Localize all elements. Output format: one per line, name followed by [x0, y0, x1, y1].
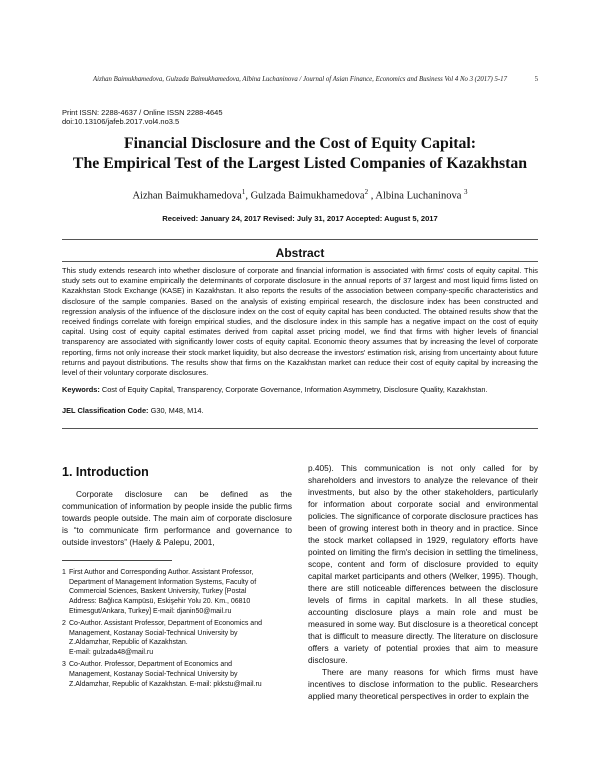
footnote-number: 1 — [62, 569, 66, 576]
issn-block — [62, 108, 223, 126]
paper-title — [0, 134, 600, 174]
footnote-number: 2 — [62, 620, 66, 628]
footnote — [62, 619, 294, 658]
issn-line: Print ISSN: 2288-4637 / Online ISSN 2288-4645 — [62, 108, 223, 117]
paragraph: Corporate disclosure can be defined as the communication of information by people inside the public firms towards people outside. The main aim of corporate disclosure is “to communicate firm performance and governance to outside investors” (Haely & Palepu, 2001, — [62, 489, 292, 547]
footnote-text: Co-Author. Assistant Professor, Department of Economics and Management, Kostanay Social-Technical University by Z.Aldamzhar, Republic of Kazakhstan. E-mail: gulzada48@mail.ru — [69, 620, 262, 657]
paragraph: There are many reasons for which firms must have incentives to disclose information to the public. Researchers applied many theoretical perspectives in order to explain the — [308, 667, 538, 701]
footnote — [62, 660, 294, 689]
author-name: Albina Luchaninova — [375, 190, 462, 202]
author-separator: , — [245, 190, 251, 202]
abstract-bottom-rule — [62, 428, 538, 429]
jel-codes — [62, 406, 538, 415]
author-name: Gulzada Baimukhamedova — [250, 190, 365, 202]
paper-title-line-2: The Empirical Test of the Largest Listed Companies of Kazakhstan — [72, 155, 528, 172]
right-column — [308, 462, 538, 702]
jel-text: G30, M48, M14. — [148, 406, 204, 415]
running-header — [0, 76, 600, 83]
keywords — [62, 385, 538, 394]
author-affiliation-mark: 3 — [464, 188, 468, 196]
keywords-text: Cost of Equity Capital, Transparency, Corporate Governance, Information Asymmetry, Disclosure Quality, Kazakhstan. — [99, 385, 488, 394]
author-separator: , — [368, 190, 376, 202]
footnote — [62, 568, 294, 617]
author-name: Aizhan Baimukhamedova — [132, 190, 242, 202]
left-column — [62, 488, 292, 548]
doi-line: doi:10.13106/jafeb.2017.vol4.no3.5 — [62, 117, 180, 126]
author-affiliation-mark: 2 — [364, 188, 369, 196]
abstract-heading: Abstract — [275, 246, 325, 260]
running-header-text: Aizhan Baimukhamedova, Gulzada Baimukhamedova, Albina Luchaninova / Journal of Asian Finance, Economics and Business Vol 4 No 3 (2017) 5-17 — [93, 76, 507, 83]
author-list — [0, 188, 600, 202]
footnotes — [62, 568, 294, 692]
author-affiliation-mark: 1 — [241, 188, 246, 196]
abstract-top-rule — [62, 239, 538, 240]
submission-dates: Received: January 24, 2017 Revised: July 31, 2017 Accepted: August 5, 2017 — [162, 214, 438, 223]
section-heading: 1. Introduction — [62, 465, 149, 479]
page-number: 5 — [534, 76, 538, 83]
jel-label: JEL Classification Code: — [62, 406, 149, 415]
abstract-text: This study extends research into whether disclosure of corporate and financial information is associated with firms' costs of equity capital. This study sets out to examine empirically the determinants of corporate disclosure in the annual reports of 37 largest and most liquid firms listed on Kazakhstan Stock Exchange (KASE) in Kazakhstan. It also reports the results of the association between company-specific characteristics and disclosure of the sample companies. Based on the analysis of existing empirical research, the disclosure index has been constructed and regression analysis of the influence of the disclosure index on the cost of equity capital has been conducted. The obtained results show that the received findings correlate with foreign empirical studies, and the disclosure index in this sample has a negative impact on the cost of equity capital. Using cost of equity capital estimates derived from capital asset pricing model, we find that firms with higher levels of financial transparency are associated with significantly lower costs of equity capital. Economic theory assumes that by increasing the level of corporate reporting, firms not only increase their stock market liquidity, but also decrease the investors' estimation risk, arising from uncertainty about future returns and payout distributions. The results show that firms on the Kazakhstan market can reduce their cost of equity capital by increasing the level of their voluntary corporate disclosures. — [62, 266, 538, 378]
footnote-rule — [62, 560, 172, 561]
footnote-number: 3 — [62, 661, 66, 669]
footnote-text: Co-Author. Professor, Department of Economics and Management, Kostanay Social-Technical University by Z.Aldamzhar, Republic of Kazakhstan. E-mail: pkkstu@mail.ru — [69, 661, 262, 688]
keywords-label: Keywords: — [62, 385, 100, 394]
abstract-heading-rule — [62, 261, 538, 262]
paper-title-line-1: Financial Disclosure and the Cost of Equity Capital: — [123, 135, 477, 152]
paragraph: p.405). This communication is not only called for by shareholders and investors to analyze the relevance of their investments, but also by the other stakeholders, particularly for information about corporate social and environmental policies. The significance of corporate disclosure practices has been of growing interest both in theory and in practice. Since the stock market collapsed in 1929, regulatory efforts have pointed on limiting the firm's decision in settling the timeliness, scope, content and form of disclosure provided to equity capital market participants and others (Welker, 1995). Though, there are still noticeable differences between the disclosure levels of firms in capital markets. In all these studies, accounting disclosure plays a main role and must be measured in some way. But disclosure is a theoretical concept that is difficult to measure directly. The literature on disclosure offers a variety of potential proxies that aim to measure disclosure. — [308, 463, 538, 665]
footnote-text: First Author and Corresponding Author. Assistant Professor, Department of Management Information Systems, Faculty of Commercial Sciences, Baskent University, Turkey [Postal Address: Bağlıca Kampüsü, Eskişehir Yolu 20. Km., 06810 Etimesgut/Ankara, Turkey] E-mail: djanin50@mail.ru — [69, 569, 257, 615]
